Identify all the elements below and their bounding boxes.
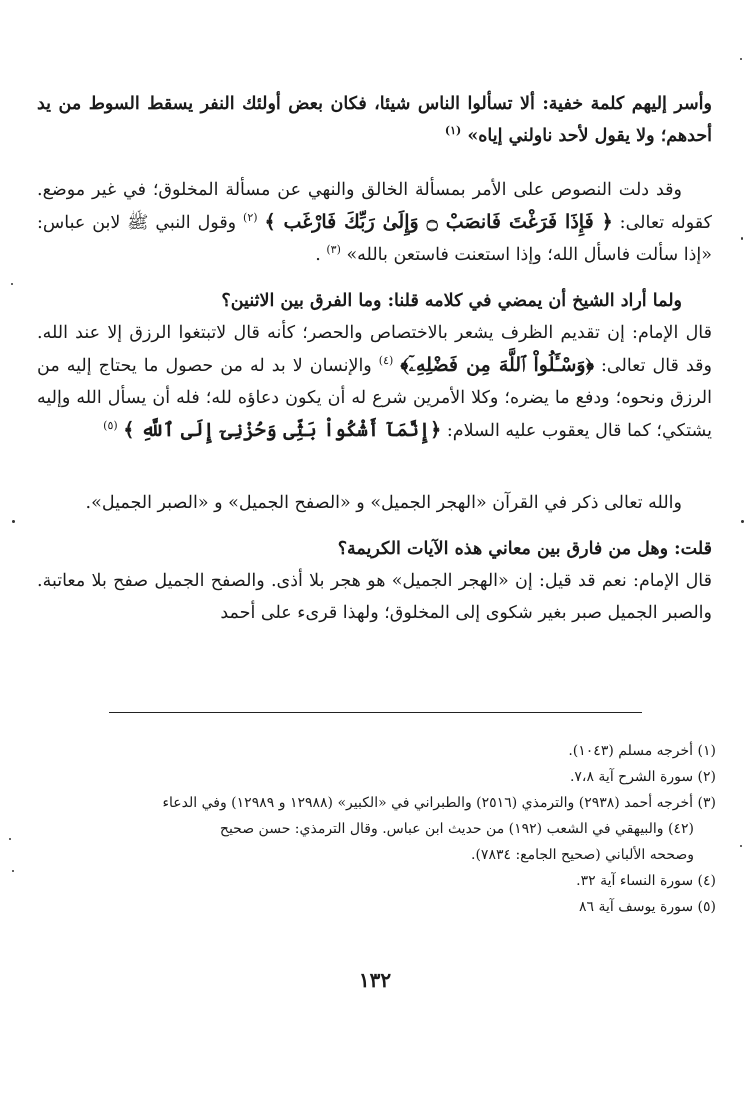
paragraph-3-text: ولما أراد الشيخ أن يمضي في كلامه قلنا: وما الفرق بين الاثنين؟ xyxy=(221,291,682,311)
quran-verse-2: ﴿وَسْـَٔلُواْ ٱللَّهَ مِن فَضْلِهِۦٓ﴾ xyxy=(400,354,594,376)
footnote-ref-5[interactable]: (٥) xyxy=(103,419,118,433)
footnote-4: (٤) سورة النساء آية ٣٢. xyxy=(576,873,716,889)
paragraph-2: وقد دلت النصوص على الأمر بمسألة الخالق والنهي عن مسألة المخلوق؛ في غير موضع. كقوله تعالى: ﴿ فَإِذَا فَرَغْتَ فَانصَبْ ۝ وَإِلَىٰ رَبِّكَ فَارْغَب ﴾ $^{(٢)}$ وقول النبي ﷺ لابن عباس: «إذا سألت فاسأل الله؛ وإذا استعنت فاستعن بالله» $^{(٣)}$ . xyxy=(37,180,712,265)
footnote-1: (١) أخرجه مسلم (١٠٤٣). xyxy=(568,743,716,759)
paragraph-1-text: وأسر إليهم كلمة خفية: ألا تسألوا الناس شيئا، فكان بعض أولئك النفر يسقط السوط من يد أحدهم؛ ولا يقول لأحد ناولني إياه» xyxy=(37,94,712,146)
paragraph-4-text: قال الإمام: إن تقديم الظرف يشعر بالاختصاص والحصر؛ كأنه قال لاتبتغوا الرزق إلا عند الله. وقد قال تعالى: xyxy=(37,323,712,376)
footnote-2: (٢) سورة الشرح آية ٧،٨. xyxy=(569,769,716,785)
main-text xyxy=(37,88,712,629)
paragraph-2-text-cont: وقول النبي ﷺ لابن عباس: «إذا سألت فاسأل الله؛ وإذا استعنت فاستعن بالله» xyxy=(37,213,712,265)
quran-verse-3: ﴿إِنَّمَآ أَشْكُواْ بَثِّى وَحُزْنِىٓ إِلَى ٱللَّهِ ﴾ xyxy=(123,419,442,441)
scan-speck xyxy=(9,838,11,840)
paragraph-4 xyxy=(37,317,712,447)
footnote-ref-2[interactable]: (٢) xyxy=(243,211,258,225)
paragraph-7-text: قال الإمام: نعم قد قيل: إن «الهجر الجميل» هو هجر بلا أذى. والصفح الجميل صفح بلا معاتبة. والصبر الجميل صبر بغير شكوى إلى المخلوق؛ ولهذا قرىء على أحمد xyxy=(37,571,712,623)
quran-verse-1: ﴿ فَإِذَا فَرَغْتَ فَانصَبْ ۝ وَإِلَىٰ رَبِّكَ فَارْغَب ﴾ xyxy=(264,211,613,233)
footnote-ref-4[interactable]: (٤) xyxy=(378,354,394,368)
footnote-ref-3[interactable]: (٣) xyxy=(326,243,341,257)
footnote-3-cont-1: (٤٢) والبيهقي في الشعب (١٩٢) من حديث ابن عباس. وقال الترمذي: حسن صحيح xyxy=(219,821,694,837)
paragraph-5-text: والله تعالى ذكر في القرآن «الهجر الجميل» و «الصفح الجميل» و «الصبر الجميل». xyxy=(85,493,682,513)
paragraph-7 xyxy=(37,565,712,629)
scan-speck xyxy=(740,845,742,847)
paragraph-2-text: وقد دلت النصوص على الأمر بمسألة الخالق والنهي عن مسألة المخلوق؛ في غير موضع. كقوله تعالى: xyxy=(37,180,712,233)
scan-speck xyxy=(740,58,742,60)
paragraph-5 xyxy=(37,487,712,519)
paragraph-6-text: قلت: وهل من فارق بين معاني هذه الآيات الكريمة؟ xyxy=(337,539,712,559)
footnote-5: (٥) سورة يوسف آية ٨٦ xyxy=(578,899,716,915)
scan-speck xyxy=(11,283,13,285)
footnote-divider xyxy=(109,712,642,713)
footnotes xyxy=(36,738,716,920)
footnote-ref-1[interactable]: (١) xyxy=(444,124,462,138)
paragraph-1 xyxy=(37,88,712,152)
footnote-3-cont-2: وصححه الألباني (صحيح الجامع: ٧٨٣٤). xyxy=(471,847,694,863)
paragraph-6-question xyxy=(37,533,712,565)
page-number: ١٣٢ xyxy=(358,968,392,992)
paragraph-3-question xyxy=(37,285,712,317)
scan-speck xyxy=(741,520,744,523)
scan-speck xyxy=(12,870,14,872)
paragraph-4-text-cont: والإنسان لا بد له من حصول ما يحتاج إليه من الرزق ونحوه؛ ودفع ما يضره؛ وكلا الأمرين شرع له أن يكون دعاؤه لله؛ فله أن يسأل الله وإليه يشتكي؛ كما قال يعقوب عليه السلام: xyxy=(37,356,712,441)
footnote-3: (٣) أخرجه أحمد (٢٩٣٨) والترمذي (٢٥١٦) والطبراني في «الكبير» (١٢٩٨٨ و ١٢٩٨٩) وفي الدعاء xyxy=(162,795,716,811)
scan-speck xyxy=(12,520,15,523)
scan-speck xyxy=(741,237,743,240)
